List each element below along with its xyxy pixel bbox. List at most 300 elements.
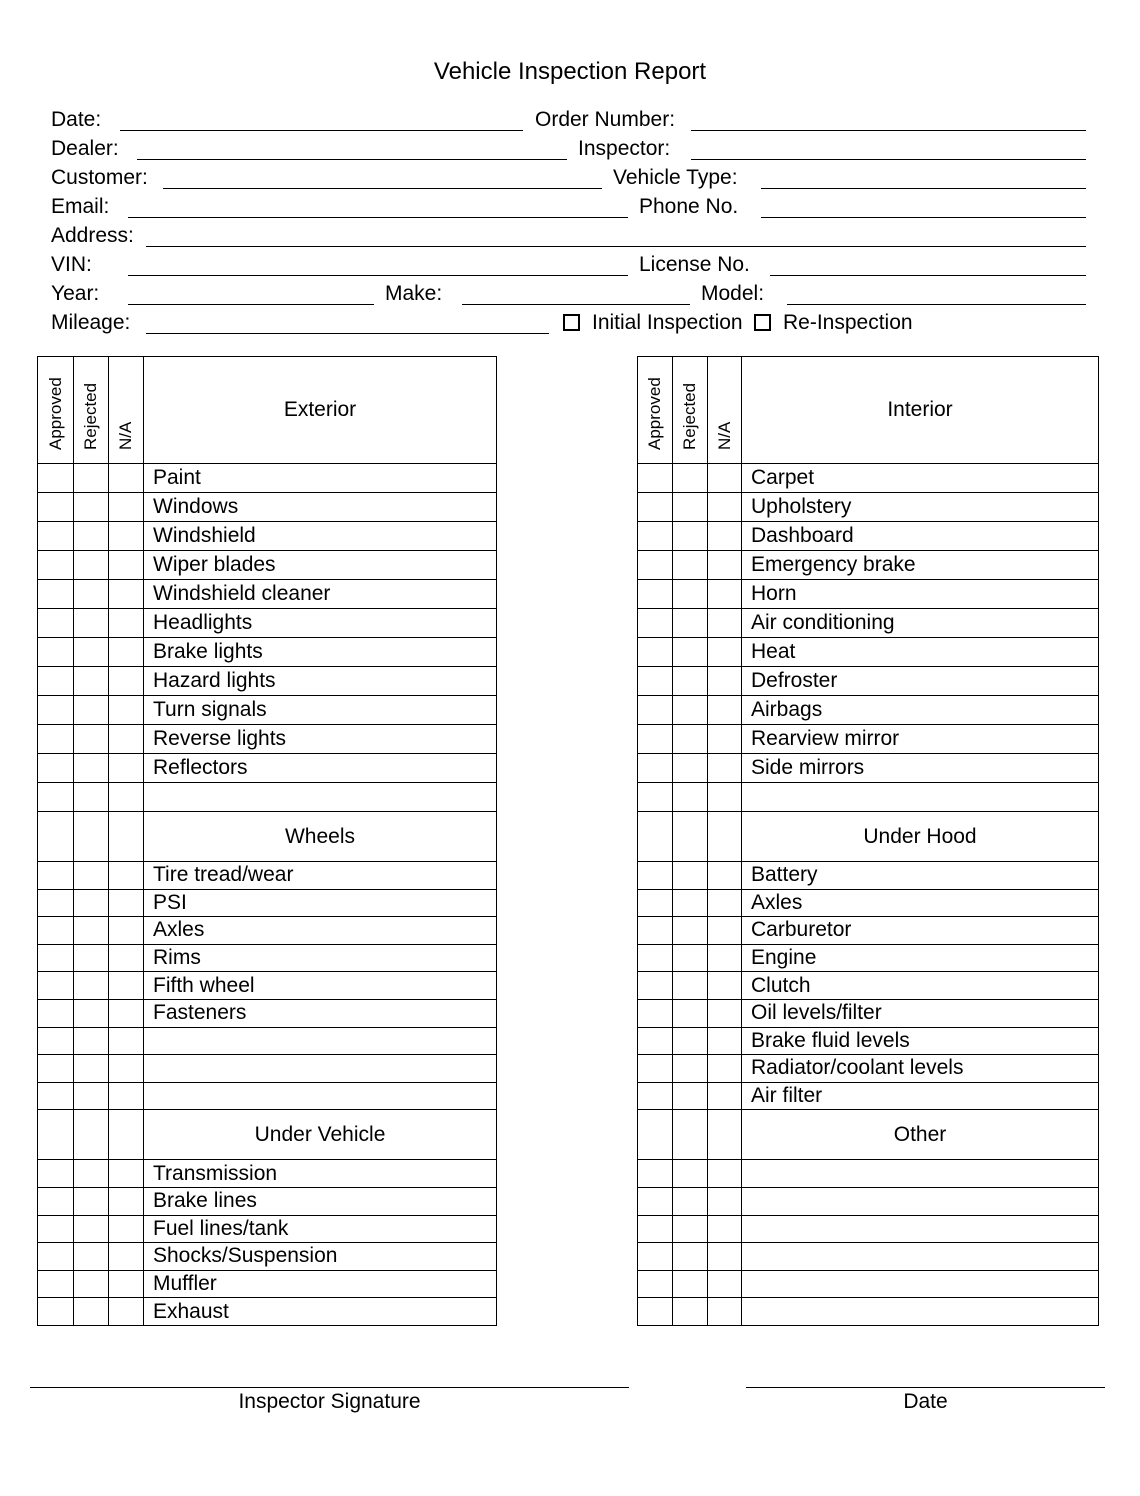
na-cell[interactable] [109, 1027, 144, 1055]
dealer-field[interactable] [137, 159, 567, 160]
approved-cell[interactable] [38, 1082, 74, 1110]
na-cell[interactable] [708, 999, 742, 1027]
model-field[interactable] [787, 304, 1086, 305]
approved-cell[interactable] [638, 1215, 673, 1243]
table-row [38, 667, 497, 696]
na-cell[interactable] [109, 783, 144, 812]
na-cell[interactable] [708, 551, 742, 580]
rejected-cell[interactable] [74, 580, 109, 609]
approved-cell[interactable] [638, 464, 673, 493]
na-cell[interactable] [109, 862, 144, 890]
rejected-cell[interactable] [673, 754, 708, 783]
na-cell[interactable] [109, 754, 144, 783]
license-field[interactable] [770, 275, 1086, 276]
na-column-header-text: N/A [116, 421, 135, 450]
approved-cell[interactable] [638, 812, 673, 862]
blank-cell [144, 783, 497, 812]
rejected-cell[interactable] [673, 1110, 708, 1160]
rejected-cell[interactable] [673, 1187, 708, 1215]
initial-inspection-checkbox[interactable] [563, 314, 580, 331]
table-row [38, 638, 497, 667]
table-row [638, 1027, 1099, 1055]
item-label: Shocks/Suspension [144, 1243, 497, 1271]
section-heading: Under Vehicle [144, 1110, 497, 1160]
table-row [38, 493, 497, 522]
na-cell[interactable] [109, 1055, 144, 1083]
rejected-cell[interactable] [673, 522, 708, 551]
item-label: Axles [144, 917, 497, 945]
approved-cell[interactable] [638, 609, 673, 638]
na-cell[interactable] [708, 889, 742, 917]
na-cell[interactable] [109, 1298, 144, 1326]
mileage-field[interactable] [146, 333, 549, 334]
model-label: Model: [701, 282, 765, 305]
approved-cell[interactable] [638, 999, 673, 1027]
na-cell[interactable] [109, 889, 144, 917]
rejected-cell[interactable] [673, 1055, 708, 1083]
approved-cell[interactable] [638, 889, 673, 917]
na-cell[interactable] [708, 1215, 742, 1243]
na-cell[interactable] [708, 1243, 742, 1271]
address-field[interactable] [146, 246, 1086, 247]
approved-cell[interactable] [638, 493, 673, 522]
approved-cell[interactable] [38, 667, 74, 696]
rejected-cell[interactable] [74, 1187, 109, 1215]
rejected-cell[interactable] [74, 464, 109, 493]
rejected-cell[interactable] [673, 725, 708, 754]
na-cell[interactable] [109, 1270, 144, 1298]
approved-cell[interactable] [38, 999, 74, 1027]
rejected-cell[interactable] [673, 1298, 708, 1326]
mileage-label: Mileage: [51, 311, 131, 334]
na-cell[interactable] [708, 972, 742, 1000]
item-label: Paint [144, 464, 497, 493]
table-row [38, 862, 497, 890]
approved-cell[interactable] [638, 580, 673, 609]
na-cell[interactable] [109, 944, 144, 972]
rejected-cell[interactable] [74, 522, 109, 551]
section-row [638, 1110, 1099, 1160]
table-row [38, 1243, 497, 1271]
na-cell[interactable] [708, 638, 742, 667]
rejected-cell[interactable] [74, 1110, 109, 1160]
na-cell[interactable] [109, 1110, 144, 1160]
section-heading: Exterior [144, 357, 497, 464]
item-label: Rims [144, 944, 497, 972]
vin-field[interactable] [128, 275, 628, 276]
rejected-cell[interactable] [74, 862, 109, 890]
approved-cell[interactable] [38, 812, 74, 862]
approved-cell[interactable] [38, 754, 74, 783]
item-label: Axles [742, 889, 1099, 917]
section-heading: Wheels [144, 812, 497, 862]
approved-cell[interactable] [638, 944, 673, 972]
table-row [638, 889, 1099, 917]
rejected-cell[interactable] [74, 1243, 109, 1271]
blank-row [38, 1055, 497, 1083]
table-row [638, 464, 1099, 493]
rejected-cell[interactable] [673, 889, 708, 917]
rejected-column-header-text: Rejected [81, 382, 100, 450]
item-label: Tire tread/wear [144, 862, 497, 890]
approved-cell[interactable] [38, 493, 74, 522]
date-label: Date: [51, 108, 102, 131]
rejected-cell[interactable] [673, 812, 708, 862]
dealer-label: Dealer: [51, 137, 119, 160]
rejected-cell[interactable] [74, 783, 109, 812]
na-cell[interactable] [109, 638, 144, 667]
na-cell[interactable] [109, 1215, 144, 1243]
table-row [638, 522, 1099, 551]
approved-cell[interactable] [638, 1055, 673, 1083]
rejected-cell[interactable] [673, 862, 708, 890]
approved-cell[interactable] [38, 1055, 74, 1083]
na-cell[interactable] [708, 812, 742, 862]
item-label: Windows [144, 493, 497, 522]
section-heading: Interior [742, 357, 1099, 464]
table-row [638, 696, 1099, 725]
re-inspection-checkbox[interactable] [754, 314, 771, 331]
blank-cell [742, 1187, 1099, 1215]
na-cell[interactable] [109, 1082, 144, 1110]
na-cell[interactable] [109, 551, 144, 580]
date-field[interactable] [120, 130, 523, 131]
inspector-field[interactable] [691, 159, 1086, 160]
na-cell[interactable] [708, 783, 742, 812]
item-label: Emergency brake [742, 551, 1099, 580]
rejected-cell[interactable] [673, 667, 708, 696]
rejected-column-header [74, 357, 109, 464]
rejected-cell[interactable] [74, 1270, 109, 1298]
approved-column-header [38, 357, 74, 464]
na-column-header [708, 357, 742, 464]
table-row [38, 464, 497, 493]
section-row [38, 812, 497, 862]
approved-cell[interactable] [38, 551, 74, 580]
rejected-cell[interactable] [673, 696, 708, 725]
rejected-cell[interactable] [673, 783, 708, 812]
item-label: Side mirrors [742, 754, 1099, 783]
section-row [38, 1110, 497, 1160]
table-row [638, 972, 1099, 1000]
phone-field[interactable] [761, 217, 1086, 218]
na-cell[interactable] [109, 725, 144, 754]
table-row [38, 917, 497, 945]
item-label: Clutch [742, 972, 1099, 1000]
vin-label: VIN: [51, 253, 92, 276]
na-cell[interactable] [708, 1110, 742, 1160]
na-cell[interactable] [708, 1055, 742, 1083]
approved-cell[interactable] [38, 696, 74, 725]
na-cell[interactable] [109, 1160, 144, 1188]
approved-cell[interactable] [638, 667, 673, 696]
item-label: Defroster [742, 667, 1099, 696]
na-cell[interactable] [708, 493, 742, 522]
na-cell[interactable] [708, 1298, 742, 1326]
item-label: Horn [742, 580, 1099, 609]
rejected-cell[interactable] [74, 754, 109, 783]
approved-cell[interactable] [38, 783, 74, 812]
table-row [38, 999, 497, 1027]
na-cell[interactable] [109, 1243, 144, 1271]
approved-cell[interactable] [638, 1027, 673, 1055]
approved-cell[interactable] [638, 862, 673, 890]
approved-cell[interactable] [638, 551, 673, 580]
approved-cell[interactable] [38, 917, 74, 945]
approved-cell[interactable] [38, 464, 74, 493]
na-column-header [109, 357, 144, 464]
approved-cell[interactable] [638, 725, 673, 754]
approved-cell[interactable] [638, 638, 673, 667]
table-row [38, 889, 497, 917]
table-row [638, 1055, 1099, 1083]
rejected-cell[interactable] [673, 1160, 708, 1188]
na-cell[interactable] [109, 1187, 144, 1215]
approved-cell[interactable] [38, 1243, 74, 1271]
blank-row [38, 1082, 497, 1110]
rejected-cell[interactable] [74, 999, 109, 1027]
na-cell[interactable] [708, 862, 742, 890]
approved-cell[interactable] [638, 522, 673, 551]
item-label: Battery [742, 862, 1099, 890]
signature-date-line[interactable] [746, 1387, 1105, 1388]
blank-row [638, 1215, 1099, 1243]
approved-cell[interactable] [38, 1027, 74, 1055]
rejected-cell[interactable] [673, 1215, 708, 1243]
approved-cell[interactable] [38, 1298, 74, 1326]
approved-cell[interactable] [638, 1270, 673, 1298]
rejected-cell[interactable] [74, 493, 109, 522]
approved-cell[interactable] [638, 917, 673, 945]
na-cell[interactable] [708, 696, 742, 725]
table-header-row [638, 357, 1099, 464]
year-label: Year: [51, 282, 100, 305]
na-cell[interactable] [708, 1160, 742, 1188]
rejected-cell[interactable] [74, 725, 109, 754]
item-label: Brake lights [144, 638, 497, 667]
order-number-label: Order Number: [535, 108, 676, 131]
table-row [38, 1298, 497, 1326]
rejected-cell[interactable] [74, 1160, 109, 1188]
rejected-cell[interactable] [74, 551, 109, 580]
rejected-cell[interactable] [74, 1055, 109, 1083]
rejected-cell[interactable] [74, 609, 109, 638]
blank-row [638, 1270, 1099, 1298]
na-cell[interactable] [109, 917, 144, 945]
vehicle-type-field[interactable] [761, 188, 1086, 189]
item-label: Brake lines [144, 1187, 497, 1215]
table-row [38, 522, 497, 551]
approved-cell[interactable] [638, 1082, 673, 1110]
rejected-cell[interactable] [74, 972, 109, 1000]
table-row [38, 972, 497, 1000]
na-cell[interactable] [708, 464, 742, 493]
table-row [38, 944, 497, 972]
na-cell[interactable] [708, 667, 742, 696]
item-label: Fasteners [144, 999, 497, 1027]
table-row [38, 1160, 497, 1188]
approved-cell[interactable] [38, 862, 74, 890]
table-row [638, 580, 1099, 609]
approved-cell[interactable] [638, 754, 673, 783]
na-cell[interactable] [109, 972, 144, 1000]
na-cell[interactable] [109, 999, 144, 1027]
blank-row [638, 1298, 1099, 1326]
rejected-cell[interactable] [74, 667, 109, 696]
blank-cell [144, 1027, 497, 1055]
rejected-cell[interactable] [673, 1270, 708, 1298]
approved-cell[interactable] [638, 972, 673, 1000]
rejected-cell[interactable] [74, 696, 109, 725]
make-label: Make: [385, 282, 443, 305]
rejected-cell[interactable] [673, 580, 708, 609]
table-row [638, 917, 1099, 945]
rejected-cell[interactable] [673, 999, 708, 1027]
inspector-signature-line[interactable] [30, 1387, 629, 1388]
rejected-cell[interactable] [74, 889, 109, 917]
phone-label: Phone No. [639, 195, 739, 218]
approved-cell[interactable] [38, 1110, 74, 1160]
table-row [638, 1082, 1099, 1110]
rejected-cell[interactable] [74, 1027, 109, 1055]
table-row [38, 696, 497, 725]
approved-cell[interactable] [38, 725, 74, 754]
na-cell[interactable] [708, 754, 742, 783]
year-field[interactable] [128, 304, 374, 305]
customer-label: Customer: [51, 166, 148, 189]
na-cell[interactable] [109, 696, 144, 725]
item-label: Oil levels/filter [742, 999, 1099, 1027]
na-cell[interactable] [708, 609, 742, 638]
na-cell[interactable] [708, 522, 742, 551]
page-title: Vehicle Inspection Report [433, 58, 707, 85]
blank-cell [742, 1298, 1099, 1326]
blank-row [638, 1160, 1099, 1188]
rejected-cell[interactable] [673, 551, 708, 580]
na-cell[interactable] [109, 522, 144, 551]
na-cell[interactable] [109, 464, 144, 493]
inspector-signature-label: Inspector Signature [238, 1390, 421, 1413]
approved-cell[interactable] [38, 638, 74, 667]
item-label: Rearview mirror [742, 725, 1099, 754]
rejected-cell[interactable] [673, 609, 708, 638]
rejected-cell[interactable] [673, 1027, 708, 1055]
rejected-cell[interactable] [673, 1082, 708, 1110]
approved-cell[interactable] [38, 580, 74, 609]
blank-row [38, 783, 497, 812]
rejected-cell[interactable] [673, 464, 708, 493]
rejected-cell[interactable] [74, 917, 109, 945]
item-label: Windshield cleaner [144, 580, 497, 609]
rejected-cell[interactable] [74, 638, 109, 667]
approved-cell[interactable] [38, 1187, 74, 1215]
table-row [638, 493, 1099, 522]
rejected-cell[interactable] [673, 1243, 708, 1271]
item-label: Reflectors [144, 754, 497, 783]
na-cell[interactable] [708, 1082, 742, 1110]
rejected-cell[interactable] [74, 812, 109, 862]
approved-cell[interactable] [638, 1110, 673, 1160]
rejected-cell[interactable] [74, 1215, 109, 1243]
approved-cell[interactable] [38, 609, 74, 638]
na-cell[interactable] [708, 1027, 742, 1055]
approved-cell[interactable] [38, 889, 74, 917]
table-header-row [38, 357, 497, 464]
item-label: Transmission [144, 1160, 497, 1188]
approved-column-header-text: Approved [45, 377, 65, 450]
approved-cell[interactable] [638, 1160, 673, 1188]
blank-cell [742, 1160, 1099, 1188]
table-row [38, 609, 497, 638]
approved-cell[interactable] [38, 1270, 74, 1298]
approved-cell[interactable] [638, 1187, 673, 1215]
na-cell[interactable] [109, 493, 144, 522]
rejected-cell[interactable] [673, 944, 708, 972]
item-label: Dashboard [742, 522, 1099, 551]
rejected-cell[interactable] [74, 1082, 109, 1110]
table-row [38, 754, 497, 783]
item-label: Air filter [742, 1082, 1099, 1110]
na-cell[interactable] [109, 580, 144, 609]
approved-column-header [638, 357, 673, 464]
make-field[interactable] [462, 304, 690, 305]
table-row [38, 1215, 497, 1243]
item-label: Headlights [144, 609, 497, 638]
table-row [638, 667, 1099, 696]
item-label: Brake fluid levels [742, 1027, 1099, 1055]
table-row [638, 551, 1099, 580]
approved-cell[interactable] [638, 696, 673, 725]
rejected-cell[interactable] [74, 1298, 109, 1326]
approved-cell[interactable] [38, 522, 74, 551]
order-number-field[interactable] [691, 130, 1086, 131]
item-label: Exhaust [144, 1298, 497, 1326]
table-row [38, 1270, 497, 1298]
approved-cell[interactable] [38, 972, 74, 1000]
approved-cell[interactable] [638, 1243, 673, 1271]
approved-cell[interactable] [38, 1215, 74, 1243]
blank-row [38, 1027, 497, 1055]
section-row [638, 812, 1099, 862]
rejected-column-header-text: Rejected [680, 382, 699, 450]
na-cell[interactable] [708, 580, 742, 609]
approved-cell[interactable] [38, 1160, 74, 1188]
na-cell[interactable] [109, 812, 144, 862]
email-field[interactable] [128, 217, 628, 218]
na-cell[interactable] [708, 725, 742, 754]
na-cell[interactable] [109, 667, 144, 696]
rejected-cell[interactable] [673, 972, 708, 1000]
na-cell[interactable] [708, 944, 742, 972]
vehicle-type-label: Vehicle Type: [613, 166, 738, 189]
na-cell[interactable] [109, 609, 144, 638]
license-label: License No. [639, 253, 750, 276]
rejected-cell[interactable] [673, 493, 708, 522]
item-label: Reverse lights [144, 725, 497, 754]
approved-cell[interactable] [638, 783, 673, 812]
item-label: Carpet [742, 464, 1099, 493]
rejected-cell[interactable] [673, 917, 708, 945]
blank-cell [144, 1082, 497, 1110]
rejected-cell[interactable] [673, 638, 708, 667]
customer-field[interactable] [163, 188, 602, 189]
na-cell[interactable] [708, 1270, 742, 1298]
approved-cell[interactable] [638, 1298, 673, 1326]
na-cell[interactable] [708, 917, 742, 945]
approved-cell[interactable] [38, 944, 74, 972]
na-cell[interactable] [708, 1187, 742, 1215]
rejected-cell[interactable] [74, 944, 109, 972]
